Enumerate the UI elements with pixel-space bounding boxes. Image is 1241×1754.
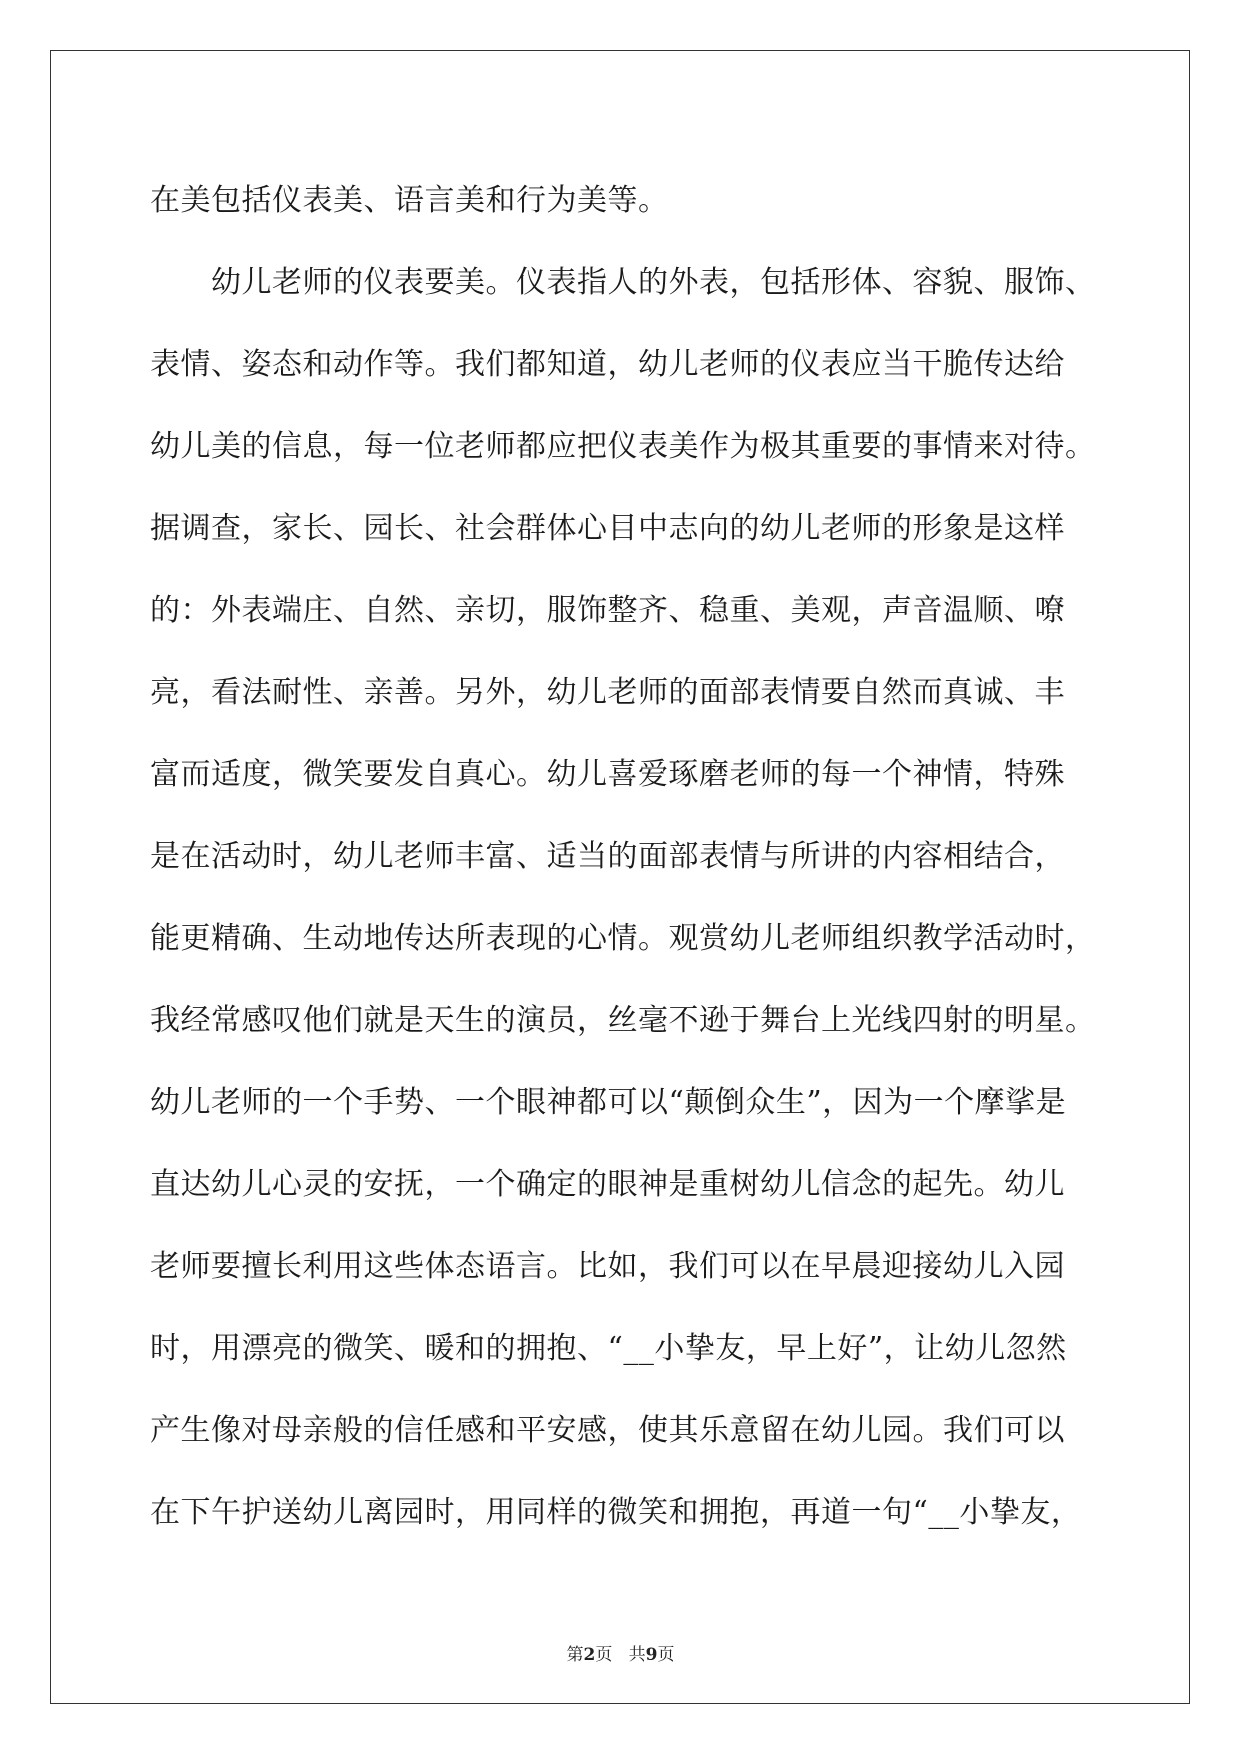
text-line: 亮，看法耐性、亲善。另外，幼儿老师的面部表情要自然而真诚、丰 [150, 675, 1065, 710]
page-suffix: 页 [595, 1645, 613, 1665]
text-line: 是在活动时，幼儿老师丰富、适当的面部表情与所讲的内容相结合， [150, 839, 1065, 874]
text-line: 我经常感叹他们就是天生的演员，丝毫不逊于舞台上光线四射的明星。 [150, 1003, 1096, 1038]
page-total: 9 [645, 1645, 658, 1665]
text-line: 在美包括仪表美、语言美和行为美等。 [150, 183, 669, 218]
text-line: 富而适度，微笑要发自真心。幼儿喜爱琢磨老师的每一个神情，特殊 [150, 757, 1065, 792]
text-line: 表情、姿态和动作等。我们都知道，幼儿老师的仪表应当干脆传达给 [150, 347, 1065, 382]
text-line: 老师要擅长利用这些体态语言。比如，我们可以在早晨迎接幼儿入园 [150, 1249, 1065, 1284]
page-footer [0, 1640, 1241, 1665]
text-line: 幼儿美的信息，每一位老师都应把仪表美作为极其重要的事情来对待。 [150, 429, 1096, 464]
page-prefix: 第 [566, 1645, 584, 1665]
text-line: 幼儿老师的一个手势、一个眼神都可以“颠倒众生”，因为一个摩挲是 [150, 1085, 1067, 1120]
text-line: 的：外表端庄、自然、亲切，服饰整齐、稳重、美观，声音温顺、嘹 [150, 593, 1065, 628]
total-suffix: 页 [657, 1645, 675, 1665]
text-line: 直达幼儿心灵的安抚，一个确定的眼神是重树幼儿信念的起先。幼儿 [150, 1167, 1065, 1202]
text-line: 在下午护送幼儿离园时，用同样的微笑和拥抱，再道一句“__小挚友， [150, 1495, 1082, 1530]
total-prefix: 共 [628, 1645, 646, 1665]
text-line: 幼儿老师的仪表要美。仪表指人的外表，包括形体、容貌、服饰、 [150, 265, 1096, 300]
text-line: 产生像对母亲般的信任感和平安感，使其乐意留在幼儿园。我们可以 [150, 1413, 1065, 1448]
text-line: 能更精确、生动地传达所表现的心情。观赏幼儿老师组织教学活动时， [150, 921, 1096, 956]
page-current: 2 [583, 1645, 596, 1665]
text-line: 时，用漂亮的微笑、暖和的拥抱、“__小挚友，早上好”，让幼儿忽然 [150, 1331, 1067, 1366]
text-line: 据调查，家长、园长、社会群体心目中志向的幼儿老师的形象是这样 [150, 511, 1065, 546]
body-text [150, 160, 1100, 1554]
